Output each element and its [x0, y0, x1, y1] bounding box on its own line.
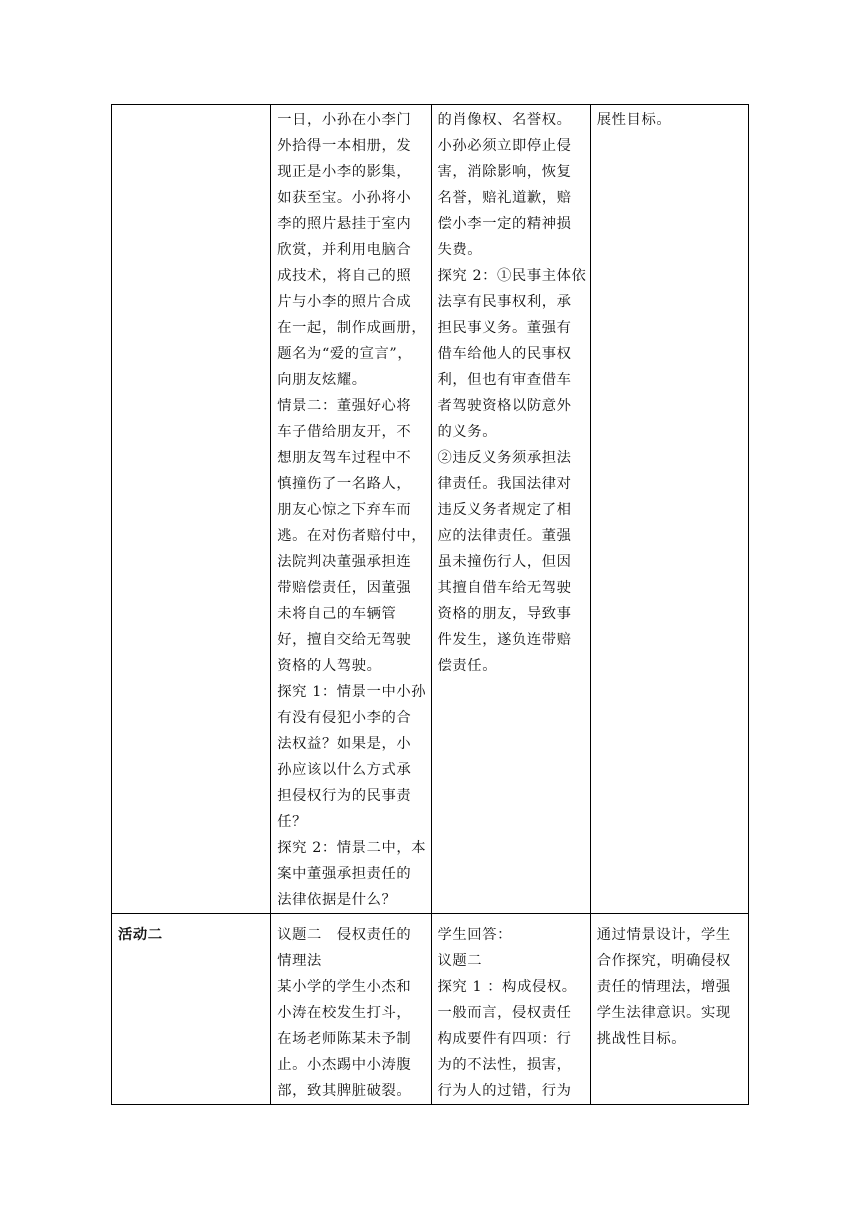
text-line: 小涛在校发生打斗， [277, 1005, 412, 1021]
text-line: 小孙必须立即停止侵 [437, 138, 572, 154]
text-line: 现正是小李的影集， [277, 164, 412, 180]
text-line: 一日，小孙在小李门 [277, 112, 412, 128]
text-line: 议题二 侵权责任的 [277, 927, 412, 943]
text-line: 探究 1：情景一中小孙 [277, 684, 427, 700]
text-line: 题名为“爱的宣言”， [277, 346, 413, 362]
text-line: 任？ [277, 814, 308, 830]
text-line: 通过情景设计，学生 [596, 927, 731, 943]
table-row [112, 914, 749, 1105]
text-line: 合作探究，明确侵权 [596, 953, 731, 969]
scenario-cell [271, 914, 431, 1105]
text-line: 外拾得一本相册，发 [277, 138, 412, 154]
table-row [112, 105, 749, 914]
text-line: 慎撞伤了一名路人， [277, 476, 412, 492]
text-line: 车子借给朋友开，不 [277, 424, 412, 440]
text-line: 名誉，赔礼道歉，赔 [437, 190, 572, 206]
text-line: 朋友心惊之下弃车而 [277, 502, 412, 518]
text-line: 资格的朋友，导致事 [437, 606, 572, 622]
text-line: 构成要件有四项：行 [437, 1031, 572, 1047]
text-line: 担民事义务。董强有 [437, 320, 572, 336]
text-line: 部，致其脾脏破裂。 [277, 1083, 412, 1099]
text-line: 的肖像权、名誉权。 [437, 112, 572, 128]
text-line: 行为人的过错，行为 [437, 1083, 572, 1099]
activity-cell [112, 105, 271, 914]
design-goal-cell [590, 105, 748, 914]
text-line: 在场老师陈某未予制 [277, 1031, 412, 1047]
text-line: 展性目标。 [596, 112, 672, 128]
student-answer-cell [431, 105, 590, 914]
student-answer-cell [431, 914, 590, 1105]
text-line: 法享有民事权利，承 [437, 294, 572, 310]
text-line: 止。小杰踢中小涛腹 [277, 1057, 412, 1073]
text-line: 探究 1 ：构成侵权。 [437, 979, 577, 995]
text-line: 虽未撞伤行人，但因 [437, 554, 572, 570]
text-line: 律责任。我国法律对 [437, 476, 572, 492]
text-line: 害，消除影响，恢复 [437, 164, 572, 180]
text-line: 片与小李的照片合成 [277, 294, 412, 310]
text-line: 挑战性目标。 [596, 1031, 687, 1047]
text-line: 议题二 [437, 953, 483, 969]
text-line: 某小学的学生小杰和 [277, 979, 412, 995]
lesson-plan-table [111, 104, 749, 1105]
text-line: 责任的情理法，增强 [596, 979, 731, 995]
text-line: 法院判决董强承担连 [277, 554, 412, 570]
text-line: 的义务。 [437, 424, 498, 440]
text-line: 资格的人驾驶。 [277, 658, 382, 674]
text-line: 在一起，制作成画册， [277, 320, 427, 336]
text-line: 法律依据是什么？ [277, 892, 397, 908]
text-line: 成技术，将自己的照 [277, 268, 412, 284]
text-line: 失费。 [437, 242, 483, 258]
text-line: 有没有侵犯小李的合 [277, 710, 412, 726]
text-line: 探究 2：情景二中，本 [277, 840, 427, 856]
text-line: 者驾驶资格以防意外 [437, 398, 572, 414]
text-line: 探究 2：①民事主体依 [437, 268, 587, 284]
text-line: 其擅自借车给无驾驶 [437, 580, 572, 596]
text-line: 为的不法性，损害， [437, 1057, 572, 1073]
text-line: 利，但也有审查借车 [437, 372, 572, 388]
text-line: 情理法 [277, 953, 322, 969]
text-line: 一般而言，侵权责任 [437, 1005, 572, 1021]
scenario-cell [271, 105, 431, 914]
text-line: 学生法律意识。实现 [596, 1005, 731, 1021]
text-line: 孙应该以什么方式承 [277, 762, 412, 778]
activity-cell: 活动二 [112, 914, 271, 1105]
design-goal-cell [590, 914, 748, 1105]
text-line: 想朋友驾车过程中不 [277, 450, 412, 466]
text-line: 逃。在对伤者赔付中， [277, 528, 427, 544]
text-line: 偿责任。 [437, 658, 498, 674]
text-line: 偿小李一定的精神损 [437, 216, 572, 232]
text-line: 带赔偿责任，因董强 [277, 580, 412, 596]
text-line: 好，擅自交给无驾驶 [277, 632, 412, 648]
text-line: 借车给他人的民事权 [437, 346, 572, 362]
text-line: 李的照片悬挂于室内 [277, 216, 412, 232]
text-line: 案中董强承担责任的 [277, 866, 412, 882]
text-line: 应的法律责任。董强 [437, 528, 572, 544]
text-line: 法权益？如果是，小 [277, 736, 412, 752]
text-line: 担侵权行为的民事责 [277, 788, 412, 804]
text-line: 欣赏，并利用电脑合 [277, 242, 412, 258]
text-line: 向朋友炫耀。 [277, 372, 367, 388]
text-line: 情景二：董强好心将 [277, 398, 412, 414]
text-line: 学生回答： [437, 927, 512, 943]
text-line: ②违反义务须承担法 [437, 450, 572, 466]
text-line: 未将自己的车辆管 [277, 606, 397, 622]
text-line: 如获至宝。小孙将小 [277, 190, 412, 206]
text-line: 件发生，遂负连带赔 [437, 632, 572, 648]
text-line: 违反义务者规定了相 [437, 502, 572, 518]
